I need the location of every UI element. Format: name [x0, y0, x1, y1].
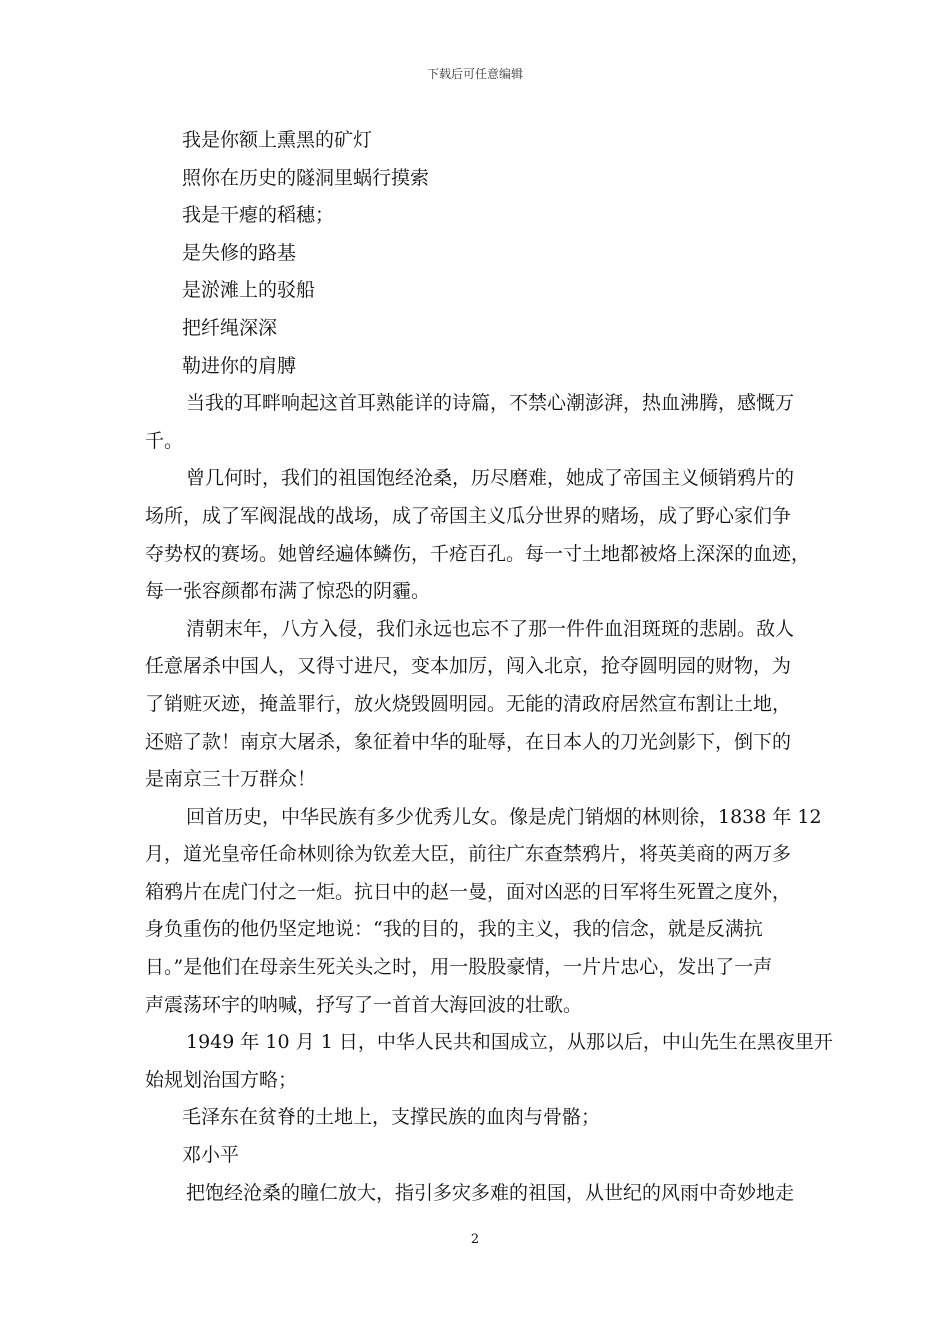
text-line: 勒进你的肩膊	[182, 354, 297, 377]
text-line: 是南京三十万群众！	[145, 768, 317, 791]
text-line: 夺势权的赛场。她曾经遍体鳞伤，千疮百孔。每一寸土地都被烙上深深的血迹，	[145, 542, 811, 565]
text-line: 回首历史，中华民族有多少优秀儿女。像是虎门销烟的林则徐，1838 年 12	[186, 805, 822, 828]
page-header: 下载后可任意编辑	[426, 67, 523, 81]
text-line: 场所，成了军阀混战的战场，成了帝国主义瓜分世界的赌场，成了野心家们争	[145, 504, 792, 527]
text-line: 箱鸦片在虎门付之一炬。抗日中的赵一曼，面对凶恶的日军将生死置之度外，	[145, 880, 792, 903]
text-line: 把饱经沧桑的瞳仁放大，指引多灾多难的祖国，从世纪的风雨中奇妙地走	[186, 1181, 795, 1204]
text-line: 声震荡环宇的呐喊，抒写了一首首大海回波的壮歌。	[145, 993, 583, 1016]
document-body	[145, 122, 833, 1212]
text-line: 我是你额上熏黑的矿灯	[182, 129, 373, 151]
text-line: 是淤滩上的驳船	[182, 279, 316, 302]
page-number: 2	[470, 1232, 480, 1247]
text-line: 始规划治国方略；	[145, 1068, 298, 1091]
text-line: 把纤绳深深	[182, 316, 278, 339]
text-line: 毛泽东在贫脊的土地上，支撑民族的血肉与骨骼；	[182, 1106, 601, 1129]
text-line: 了销赃灭迹，掩盖罪行，放火烧毁圆明园。无能的清政府居然宣布割让土地，	[145, 692, 792, 715]
text-line: 曾几何时，我们的祖国饱经沧桑，历尽磨难，她成了帝国主义倾销鸦片的	[186, 467, 795, 490]
text-line: 日。”是他们在母亲生死关头之时，用一股股豪情，一片片忠心，发出了一声	[145, 956, 773, 979]
text-line: 清朝末年，八方入侵，我们永远也忘不了那一件件血泪斑斑的悲剧。敌人	[186, 617, 795, 640]
text-line: 当我的耳畔响起这首耳熟能详的诗篇，不禁心潮澎湃，热血沸腾，感慨万	[186, 392, 795, 415]
text-line: 每一张容颜都布满了惊恐的阴霾。	[145, 580, 431, 603]
text-line: 我是干瘪的稻穗；	[182, 204, 335, 227]
text-line: 月，道光皇帝任命林则徐为钦差大臣，前往广东查禁鸦片，将英美商的两万多	[145, 843, 792, 866]
text-line: 照你在历史的隧洞里蜗行摸索	[182, 166, 430, 189]
text-line: 身负重伤的他仍坚定地说：“我的目的，我的主义，我的信念，就是反满抗	[145, 918, 763, 941]
text-line: 是失修的路基	[182, 241, 297, 264]
text-line: 还赔了款！南京大屠杀，象征着中华的耻辱，在日本人的刀光剑影下，倒下的	[145, 730, 792, 753]
text-line: 千。	[145, 429, 184, 452]
text-line: 1949 年 10 月 1 日，中华人民共和国成立，从那以后，中山先生在黑夜里开	[186, 1031, 833, 1054]
text-line: 任意屠杀中国人，又得寸进尺，变本加厉，闯入北京，抢夺圆明园的财物，为	[145, 655, 792, 678]
text-line: 邓小平	[182, 1144, 240, 1167]
